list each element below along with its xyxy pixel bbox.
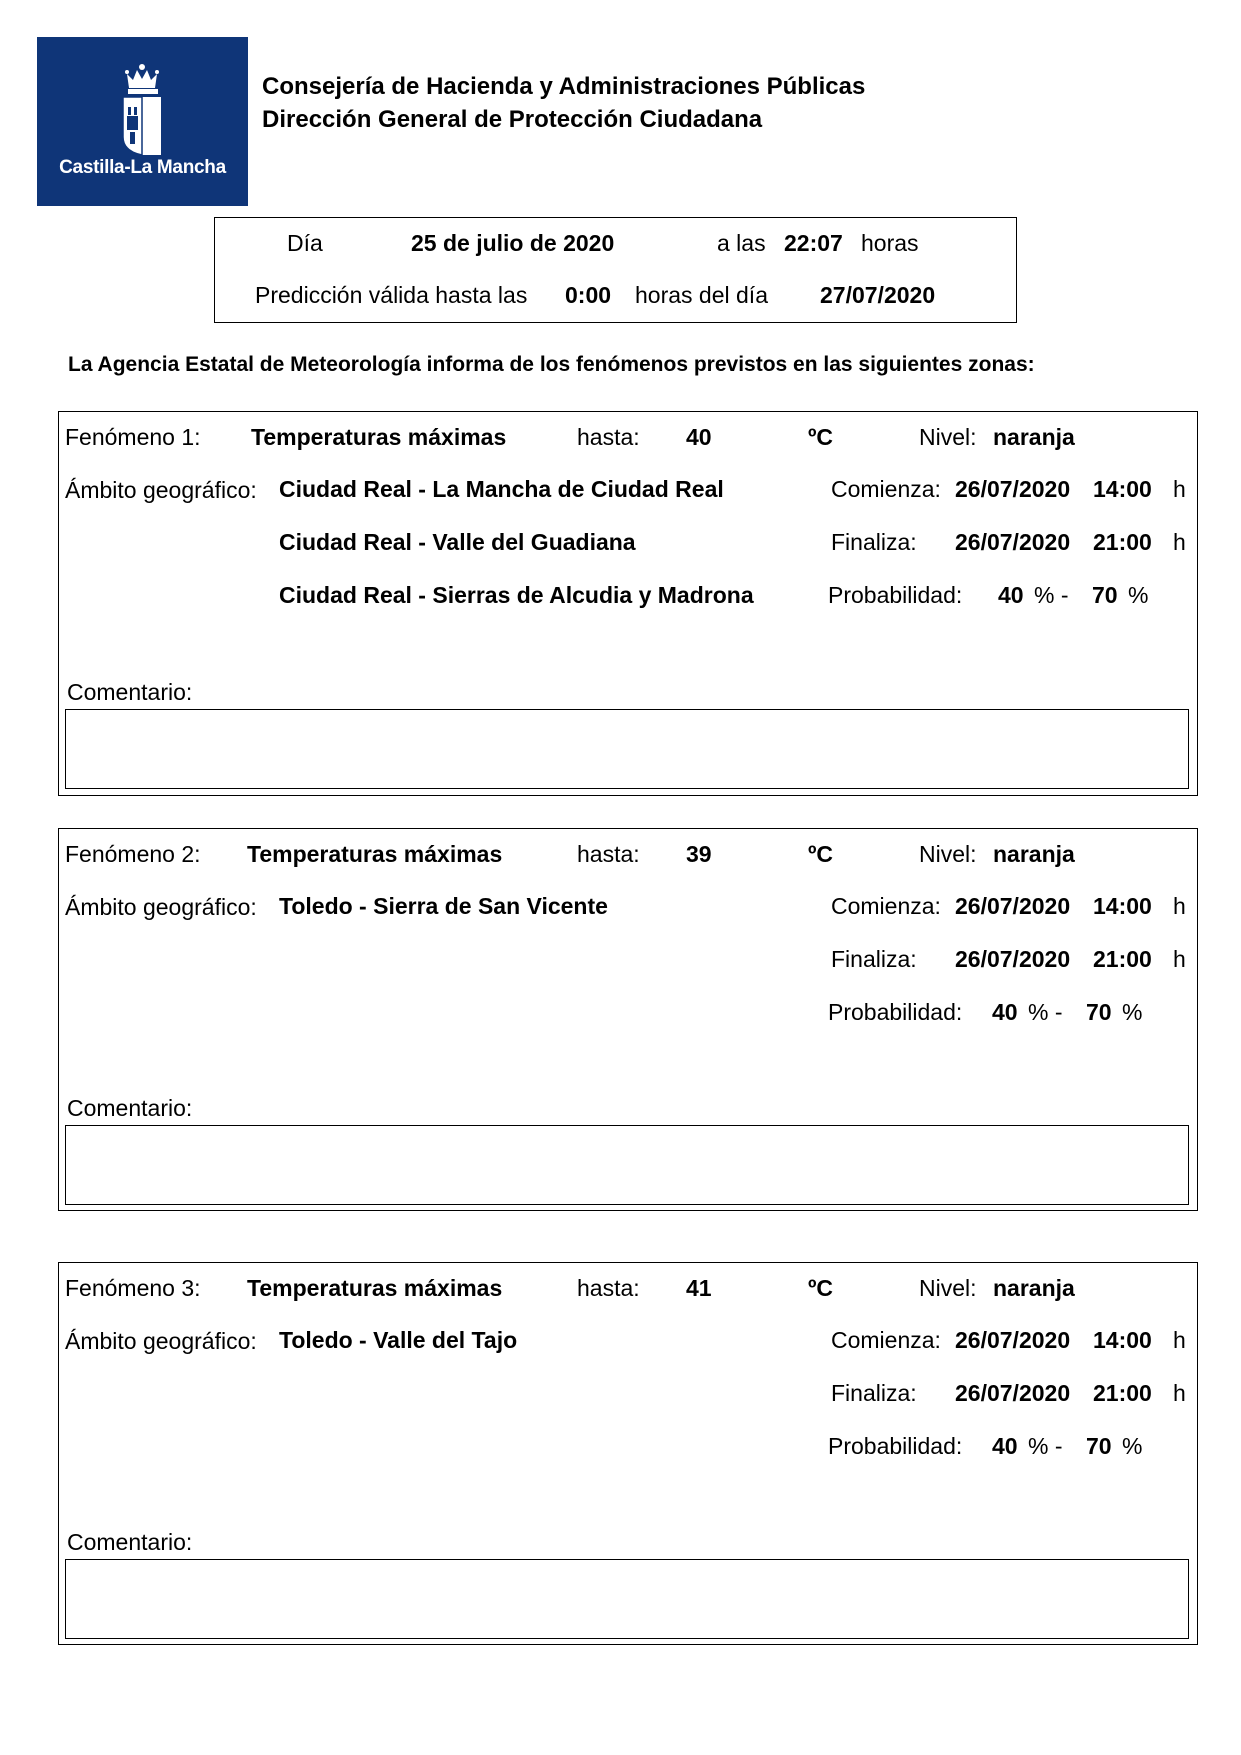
unit-label: ºC xyxy=(808,841,834,867)
fenomeno-name: Temperaturas máximas xyxy=(251,424,507,450)
date-box xyxy=(214,217,1017,323)
castilla-la-mancha-logo xyxy=(37,37,248,206)
percent: % xyxy=(1122,1433,1143,1459)
ambito-label: Ámbito geográfico: xyxy=(65,1328,257,1354)
horas-label: horas xyxy=(861,230,919,256)
comentario-label: Comentario: xyxy=(67,679,193,705)
comienza-fecha: 26/07/2020 xyxy=(955,476,1071,502)
valida-time: 0:00 xyxy=(565,282,612,308)
dia-value: 25 de julio de 2020 xyxy=(411,230,615,256)
max-value: 41 xyxy=(686,1275,712,1301)
nivel-value: naranja xyxy=(993,841,1075,867)
finaliza-fecha: 26/07/2020 xyxy=(955,946,1071,972)
finaliza-fecha: 26/07/2020 xyxy=(955,1380,1071,1406)
max-value: 39 xyxy=(686,841,712,867)
percent: % xyxy=(1122,999,1143,1025)
nivel-value: naranja xyxy=(993,424,1075,450)
comienza-hora: 14:00 xyxy=(1093,1327,1152,1353)
fenomeno-title: Fenómeno 2: xyxy=(65,841,201,867)
prob-min: 40 xyxy=(992,999,1018,1025)
prob-min: 40 xyxy=(992,1433,1018,1459)
finaliza-hora: 21:00 xyxy=(1093,529,1152,555)
finaliza-hora: 21:00 xyxy=(1093,1380,1152,1406)
fenomeno-section xyxy=(58,828,1198,1211)
comentario-field[interactable] xyxy=(65,1559,1189,1639)
nivel-value: naranja xyxy=(993,1275,1075,1301)
h-label: h xyxy=(1173,1380,1186,1406)
prob-min: 40 xyxy=(998,582,1024,608)
ambito-label: Ámbito geográfico: xyxy=(65,894,257,920)
hasta-label: hasta: xyxy=(577,841,640,867)
ambito-label: Ámbito geográfico: xyxy=(65,477,257,503)
comienza-hora: 14:00 xyxy=(1093,476,1152,502)
nivel-label: Nivel: xyxy=(919,1275,977,1301)
intro-text: La Agencia Estatal de Meteorología informa de los fenómenos previstos en las siguientes zonas: xyxy=(68,353,1035,376)
zona: Ciudad Real - La Mancha de Ciudad Real xyxy=(279,476,724,502)
comienza-fecha: 26/07/2020 xyxy=(955,893,1071,919)
fenomeno-section xyxy=(58,411,1198,796)
finaliza-label: Finaliza: xyxy=(831,1380,917,1406)
zona: Ciudad Real - Sierras de Alcudia y Madrona xyxy=(279,582,754,608)
unit-label: ºC xyxy=(808,1275,834,1301)
prob-max: 70 xyxy=(1092,582,1118,608)
comentario-label: Comentario: xyxy=(67,1529,193,1555)
comentario-field[interactable] xyxy=(65,709,1189,789)
dia-label: Día xyxy=(287,230,323,256)
comienza-label: Comienza: xyxy=(831,893,941,919)
probabilidad-label: Probabilidad: xyxy=(828,582,963,608)
comienza-label: Comienza: xyxy=(831,1327,941,1353)
comienza-hora: 14:00 xyxy=(1093,893,1152,919)
percent-dash: % - xyxy=(1034,582,1069,608)
max-value: 40 xyxy=(686,424,712,450)
organization-header xyxy=(262,70,865,136)
fenomeno-title: Fenómeno 1: xyxy=(65,424,201,450)
zona: Toledo - Valle del Tajo xyxy=(279,1327,518,1353)
unit-label: ºC xyxy=(808,424,834,450)
zona: Ciudad Real - Valle del Guadiana xyxy=(279,529,636,555)
h-label: h xyxy=(1173,946,1186,972)
percent-dash: % - xyxy=(1028,1433,1063,1459)
fenomeno-title: Fenómeno 3: xyxy=(65,1275,201,1301)
comienza-label: Comienza: xyxy=(831,476,941,502)
percent: % xyxy=(1128,582,1149,608)
hasta-label: hasta: xyxy=(577,1275,640,1301)
logo-text: Castilla-La Mancha xyxy=(59,157,226,178)
finaliza-label: Finaliza: xyxy=(831,946,917,972)
h-label: h xyxy=(1173,476,1186,502)
percent-dash: % - xyxy=(1028,999,1063,1025)
finaliza-fecha: 26/07/2020 xyxy=(955,529,1071,555)
org-line-1: Consejería de Hacienda y Administraciones Públicas xyxy=(262,73,866,100)
nivel-label: Nivel: xyxy=(919,424,977,450)
h-label: h xyxy=(1173,529,1186,555)
probabilidad-label: Probabilidad: xyxy=(828,1433,963,1459)
prob-max: 70 xyxy=(1086,999,1112,1025)
h-label: h xyxy=(1173,893,1186,919)
finaliza-hora: 21:00 xyxy=(1093,946,1152,972)
fenomeno-section xyxy=(58,1262,1198,1645)
hasta-label: hasta: xyxy=(577,424,640,450)
comienza-fecha: 26/07/2020 xyxy=(955,1327,1071,1353)
comentario-field[interactable] xyxy=(65,1125,1189,1205)
fenomeno-name: Temperaturas máximas xyxy=(247,1275,503,1301)
crown-shield-icon xyxy=(37,37,248,206)
zona: Toledo - Sierra de San Vicente xyxy=(279,893,608,919)
prob-max: 70 xyxy=(1086,1433,1112,1459)
time-value: 22:07 xyxy=(784,230,843,256)
finaliza-label: Finaliza: xyxy=(831,529,917,555)
org-line-2: Dirección General de Protección Ciudadana xyxy=(262,106,763,133)
a-las-label: a las xyxy=(717,230,766,256)
horas-dia-label: horas del día xyxy=(635,282,768,308)
probabilidad-label: Probabilidad: xyxy=(828,999,963,1025)
fenomeno-name: Temperaturas máximas xyxy=(247,841,503,867)
comentario-label: Comentario: xyxy=(67,1095,193,1121)
valida-label: Predicción válida hasta las xyxy=(255,282,528,308)
valida-date: 27/07/2020 xyxy=(820,282,936,308)
nivel-label: Nivel: xyxy=(919,841,977,867)
h-label: h xyxy=(1173,1327,1186,1353)
